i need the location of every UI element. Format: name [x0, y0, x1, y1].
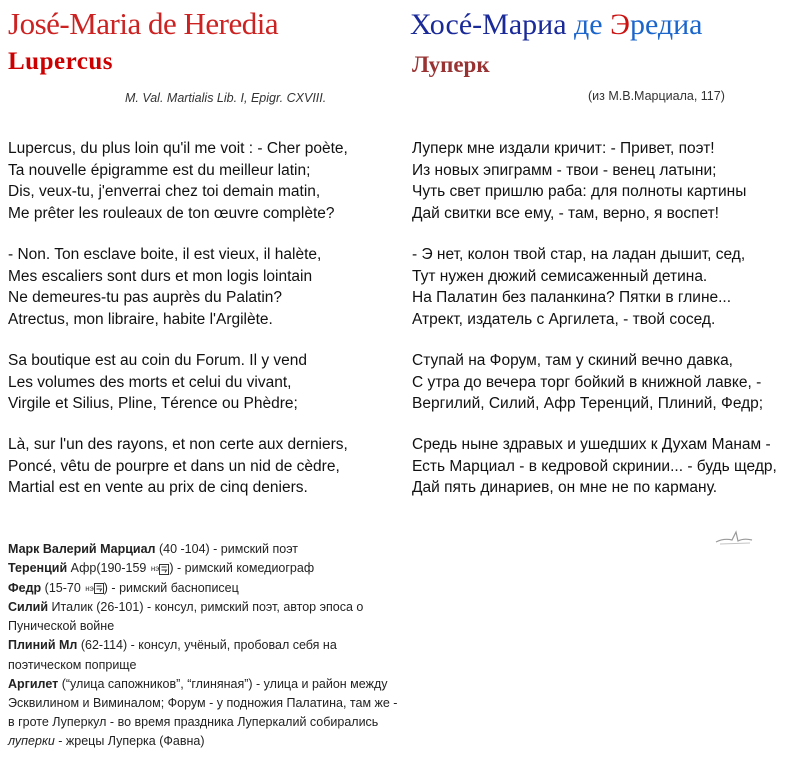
footnote-text: (62-114) - консул, учёный, пробовал себя на	[77, 638, 337, 653]
poem-line: Чуть свет пришлю раба: для полноты картины	[412, 183, 747, 200]
footnote-line	[8, 579, 478, 598]
footnote-term: Теренций	[8, 561, 68, 576]
poem-line: Virgile et Silius, Pline, Térence ou Phèdre;	[8, 395, 298, 412]
poem-line: Есть Марциал - в кедровой скринии... - будь щедр,	[412, 457, 777, 475]
poem-fr-stanza-2	[8, 244, 321, 330]
poem-line: С утра до вечера торг бойкий в книжной лавке, -	[412, 373, 762, 391]
title-french	[8, 6, 278, 42]
footnote-text: Афр(190-159	[67, 561, 150, 576]
title-segment: редиа	[629, 8, 703, 41]
poem-line: Ступай на Форум, там у скиний вечно давка,	[412, 352, 733, 369]
poem-line: Lupercus, du plus loin qu'il me voit : - Cher poète,	[8, 140, 348, 157]
poem-line: Дай свитки все ему, - там, верно, я воспет!	[412, 204, 719, 222]
title-segment: Хосé-	[410, 8, 483, 41]
footnote-text: Эсквилином и Виминалом; Форум - у подножия Палатина, там же -	[8, 696, 398, 711]
footnote-line	[8, 675, 478, 694]
poem-line: - Non. Ton esclave boite, il est vieux, il halète,	[8, 246, 322, 263]
footnote-text: поэтическом поприще	[8, 657, 137, 672]
poem-line: Martial est en vente au prix de cinq deniers.	[8, 479, 308, 496]
footnote-term: луперки	[8, 734, 55, 749]
poem-line: Les volumes des morts et celui du vivant,	[8, 373, 292, 391]
poem-line: Mes escaliers sont durs et mon logis lointain	[8, 267, 313, 285]
poem-line: Me prêter les rouleaux de ton œuvre complète?	[8, 204, 335, 222]
title-segment: де	[574, 8, 611, 41]
poem-line: Atrectus, mon libraire, habite l'Argilète.	[8, 310, 273, 328]
footnote-line	[8, 636, 478, 655]
footnote-term: Марк Валерий Марциал	[8, 542, 156, 556]
poem-fr-stanza-4	[8, 434, 348, 499]
footnotes	[8, 540, 478, 752]
poem-line: Тут нужен дюжий семисаженный детина.	[412, 267, 708, 285]
title-russian	[410, 8, 703, 42]
footnote-term: Федр	[8, 580, 42, 595]
era-sign-icon: нэ	[85, 579, 104, 598]
footnote-line	[8, 617, 478, 636]
footnote-text: - жрецы Луперка (Фавна)	[54, 734, 205, 749]
poem-line: Атрект, издатель с Аргилета, - твой сосед.	[412, 310, 716, 328]
poem-line: Sa boutique est au coin du Forum. Il y vend	[8, 352, 307, 369]
footnote-line	[8, 559, 478, 578]
poem-line: Дай пять динариев, он мне не по карману.	[412, 479, 718, 496]
era-sign-icon: нэ	[151, 559, 170, 578]
poem-line: Из новых эпиграмм - твои - венец латыни;	[412, 161, 717, 179]
title-segment: Мариа	[482, 8, 575, 41]
poem-fr-stanza-3	[8, 350, 307, 415]
footnote-text: Пунической войне	[8, 619, 115, 634]
footnote-text: (40 -104) - римский поэт	[155, 542, 299, 556]
footnote-term: Силий	[8, 600, 49, 615]
poem-ru-stanza-4	[412, 434, 777, 499]
footnote-text: (“улица сапожников”, “глиняная”) - улица и район между	[58, 676, 388, 691]
footnote-text: в гроте Луперкул - во время праздника Луперкалий собирались	[8, 715, 379, 730]
footnote-term: Плиний Мл	[8, 638, 78, 653]
subtitle-russian: Луперк	[412, 52, 490, 77]
poem-line: Dis, veux-tu, j'enverrai chez toi demain matin,	[8, 183, 321, 200]
poem-line: Ta nouvelle épigramme est du meilleur latin;	[8, 161, 311, 179]
poem-line: Là, sur l'un des rayons, et non certe aux derniers,	[8, 436, 348, 453]
title-segment: José-	[8, 6, 70, 41]
poem-line: Ne demeures-tu pas auprès du Palatin?	[8, 289, 282, 306]
footnote-line	[8, 540, 478, 559]
footnote-text: Италик (26-101) - консул, римский поэт, автор эпоса о	[48, 600, 364, 615]
footnote-term: Аргилет	[8, 676, 59, 691]
subtitle-french: Lupercus	[8, 48, 113, 75]
poem-line: На Палатин без паланкина? Пятки в глине...	[412, 289, 732, 306]
footnote-text: ) - римский комедиограф	[169, 561, 315, 576]
poem-ru-stanza-3	[412, 350, 763, 415]
source-russian: (из М.В.Марциала, 117)	[588, 89, 725, 103]
poem-fr-stanza-1	[8, 138, 348, 224]
poem-line: Луперк мне издали кричит: - Привет, поэт!	[412, 140, 715, 157]
footnote-line	[8, 732, 478, 751]
author-signature-icon	[714, 526, 756, 548]
footnote-line	[8, 713, 478, 732]
footnote-text: (15-70	[41, 580, 85, 595]
source-french: M. Val. Martialis Lib. I, Epigr. CXVIII.	[125, 91, 327, 105]
title-segment: Maria de Heredia	[69, 6, 279, 41]
poem-ru-stanza-1	[412, 138, 746, 224]
footnote-line	[8, 656, 478, 675]
poem-line: Вергилий, Силий, Афр Теренций, Плиний, Федр;	[412, 395, 764, 412]
poem-line: Средь ныне здравых и ушедших к Духам Манам -	[412, 436, 771, 453]
footnote-line	[8, 694, 478, 713]
footnote-line	[8, 598, 478, 617]
poem-line: - Э нет, колон твой стар, на ладан дышит, сед,	[412, 246, 746, 263]
poem-ru-stanza-2	[412, 244, 745, 330]
title-segment: Э	[610, 8, 630, 41]
footnote-text: ) - римский баснописец	[103, 580, 239, 595]
poem-line: Poncé, vêtu de pourpre et dans un nid de cèdre,	[8, 457, 340, 475]
